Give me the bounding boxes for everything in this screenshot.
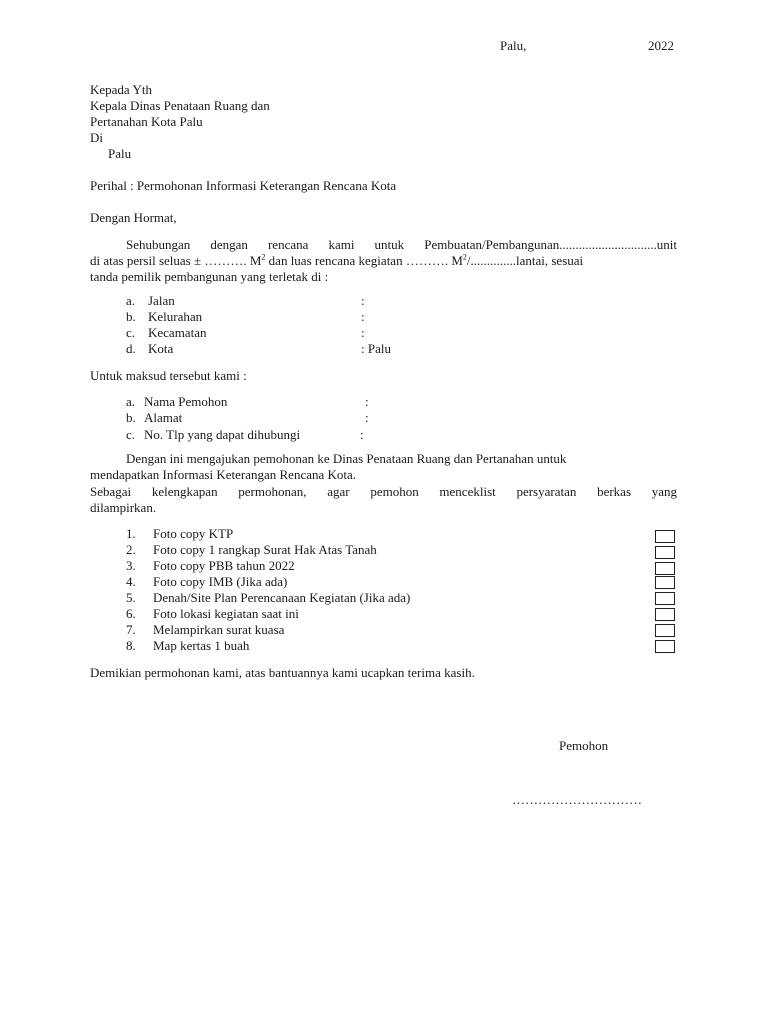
applicant-label: Nama Pemohon bbox=[144, 394, 228, 409]
recipient-line-4: Di bbox=[90, 130, 103, 145]
recipient-line-5: Palu bbox=[108, 146, 132, 161]
location-letter: a. bbox=[126, 293, 136, 308]
applicant-letter: c. bbox=[126, 427, 136, 442]
year-label: 2022 bbox=[648, 38, 674, 53]
para1-line-3: tanda pemilik pembangunan yang terletak di : bbox=[90, 269, 329, 284]
applicant-label: Alamat bbox=[144, 410, 183, 425]
para2-line-4: dilampirkan. bbox=[90, 500, 157, 515]
location-label: Kecamatan bbox=[148, 325, 207, 340]
location-letter: d. bbox=[126, 341, 136, 356]
requirement-text: Foto lokasi kegiatan saat ini bbox=[153, 606, 299, 621]
requirement-text: Foto copy IMB (Jika ada) bbox=[153, 574, 288, 589]
para2-line-2: mendapatkan Informasi Keterangan Rencana Kota. bbox=[90, 467, 357, 482]
requirement-number: 7. bbox=[126, 622, 136, 637]
location-label: Kelurahan bbox=[148, 309, 203, 324]
requirement-checkbox[interactable] bbox=[655, 640, 675, 653]
requirement-number: 6. bbox=[126, 606, 136, 621]
para2-line-3-text: Sebagai kelengkapan permohonan, agar pemohon menceklist persyaratan berkas yang bbox=[90, 484, 677, 499]
para1-line-2 bbox=[90, 253, 583, 269]
closing-line: Demikian permohonan kami, atas bantuannya kami ucapkan terima kasih. bbox=[90, 665, 475, 680]
applicant-label: No. Tlp yang dapat dihubungi bbox=[144, 427, 301, 442]
signature-label: Pemohon bbox=[559, 738, 609, 753]
requirement-checkbox[interactable] bbox=[655, 624, 675, 637]
applicant-letter: b. bbox=[126, 410, 136, 425]
requirement-checkbox[interactable] bbox=[655, 592, 675, 605]
applicant-colon: : bbox=[365, 410, 369, 425]
purpose-intro: Untuk maksud tersebut kami : bbox=[90, 368, 247, 383]
para2-line-3 bbox=[90, 484, 677, 500]
requirement-text: Melampirkan surat kuasa bbox=[153, 622, 285, 637]
requirement-number: 1. bbox=[126, 526, 136, 541]
requirement-number: 5. bbox=[126, 590, 136, 605]
para1-line-1 bbox=[126, 237, 677, 253]
location-label: Jalan bbox=[148, 293, 175, 308]
location-colon: : bbox=[361, 293, 365, 308]
applicant-letter: a. bbox=[126, 394, 136, 409]
signature-line: ………………………… bbox=[512, 792, 642, 807]
location-letter: b. bbox=[126, 309, 136, 324]
requirement-text: Denah/Site Plan Perencanaan Kegiatan (Jika ada) bbox=[153, 590, 411, 605]
applicant-colon: : bbox=[360, 427, 364, 442]
para1-l2-c: /..............lantai, sesuai bbox=[466, 253, 584, 268]
requirement-number: 8. bbox=[126, 638, 136, 653]
applicant-colon: : bbox=[365, 394, 369, 409]
requirement-text: Foto copy PBB tahun 2022 bbox=[153, 558, 295, 573]
requirement-checkbox[interactable] bbox=[655, 608, 675, 621]
para1-l2-a: di atas persil seluas ± ………. M bbox=[90, 253, 262, 268]
para1-text-a: Sehubungan dengan rencana kami untuk Pembuatan/Pembangunan bbox=[126, 237, 560, 252]
para1-l2-sup2: 2 bbox=[462, 252, 467, 262]
recipient-line-3: Pertanahan Kota Palu bbox=[90, 114, 203, 129]
place-label: Palu, bbox=[500, 38, 527, 53]
requirement-number: 2. bbox=[126, 542, 136, 557]
location-letter: c. bbox=[126, 325, 136, 340]
location-label: Kota bbox=[148, 341, 174, 356]
requirement-checkbox[interactable] bbox=[655, 576, 675, 589]
requirement-number: 3. bbox=[126, 558, 136, 573]
para1-l2-sup: 2 bbox=[261, 252, 266, 262]
recipient-line-2: Kepala Dinas Penataan Ruang dan bbox=[90, 98, 270, 113]
para2-line-1: Dengan ini mengajukan pemohonan ke Dinas Penataan Ruang dan Pertanahan untuk bbox=[126, 451, 567, 466]
para1-text-b: ..............................unit bbox=[559, 237, 677, 252]
requirement-text: Foto copy 1 rangkap Surat Hak Atas Tanah bbox=[153, 542, 377, 557]
requirement-checkbox[interactable] bbox=[655, 530, 675, 543]
requirement-checkbox[interactable] bbox=[655, 562, 675, 575]
location-colon: : bbox=[361, 309, 365, 324]
subject-line: Perihal : Permohonan Informasi Keterangan Rencana Kota bbox=[90, 178, 397, 193]
location-colon: : bbox=[361, 325, 365, 340]
para1-l2-b: dan luas rencana kegiatan ………. M bbox=[265, 253, 463, 268]
location-colon: : Palu bbox=[361, 341, 391, 356]
recipient-line-1: Kepada Yth bbox=[90, 82, 152, 97]
requirement-checkbox[interactable] bbox=[655, 546, 675, 559]
requirement-text: Map kertas 1 buah bbox=[153, 638, 250, 653]
greeting: Dengan Hormat, bbox=[90, 210, 177, 225]
requirement-number: 4. bbox=[126, 574, 136, 589]
requirement-text: Foto copy KTP bbox=[153, 526, 234, 541]
